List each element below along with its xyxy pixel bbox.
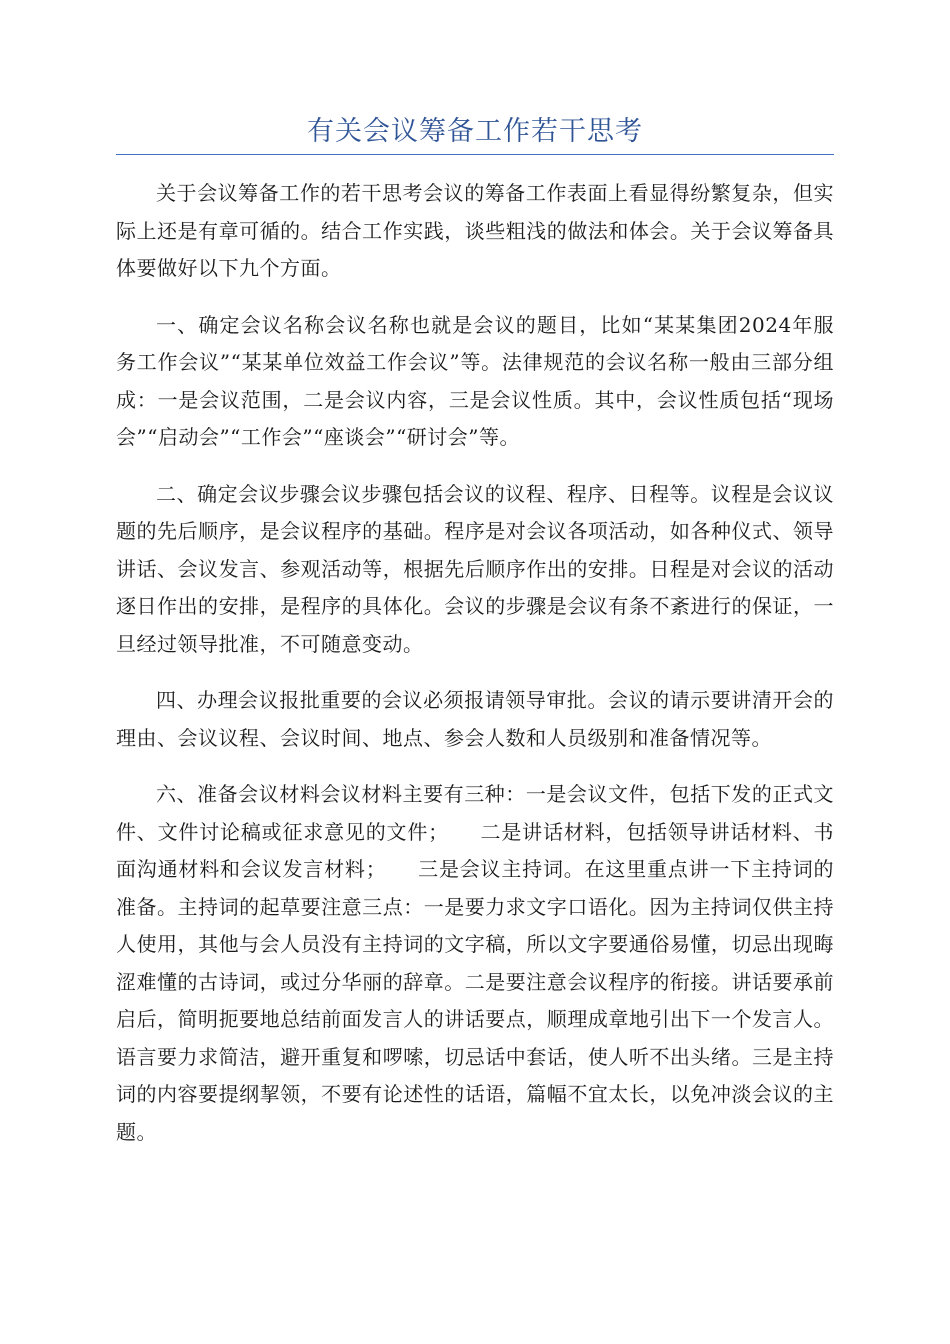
paragraph-meeting-steps: 二、确定会议步骤会议步骤包括会议的议程、程序、日程等。议程是会议议题的先后顺序，是会议程序的基础。程序是对会议各项活动，如各种仪式、领导讲话、会议发言、参观活动等，根据先后顺序作出的安排。日程是对会议的活动逐日作出的安排，是程序的具体化。会议的步骤是会议有条不紊进行的保证，一旦经过领导批准，不可随意变动。 [116, 481, 834, 656]
paragraph-intro: 关于会议筹备工作的若干思考会议的筹备工作表面上看显得纷繁复杂，但实际上还是有章可循的。结合工作实践，谈些粗浅的做法和体会。关于会议筹备具体要做好以下九个方面。 [116, 181, 834, 280]
document-title: 有关会议筹备工作若干思考 [307, 116, 643, 147]
document-body [116, 175, 834, 1170]
paragraph-meeting-name: 一、确定会议名称会议名称也就是会议的题目，比如“某某集团2024年服务工作会议”“某某单位效益工作会议”等。法律规范的会议名称一般由三部分组成：一是会议范围，二是会议内容，三是会议性质。其中，会议性质包括“现场会”“启动会”“工作会”“座谈会”“研讨会”等。 [116, 312, 834, 449]
paragraph-meeting-approval: 四、办理会议报批重要的会议必须报请领导审批。会议的请示要讲清开会的理由、会议议程、会议时间、地点、参会人数和人员级别和准备情况等。 [116, 688, 834, 750]
title-underline [116, 154, 834, 155]
paragraph-meeting-materials: 六、准备会议材料会议材料主要有三种：一是会议文件，包括下发的正式文件、文件讨论稿或征求意见的文件； 二是讲话材料，包括领导讲话材料、书面沟通材料和会议发言材料； 三是会议主持词。在这里重点讲一下主持词的准备。主持词的起草要注意三点：一是要力求文字口语化。因为主持词仅供主持人使用，其他与会人员没有主持词的文字稿，所以文字要通俗易懂，切忌出现晦涩难懂的古诗词，或过分华丽的辞章。二是要注意会议程序的衔接。讲话要承前启后，简明扼要地总结前面发言人的讲话要点，顺理成章地引出下一个发言人。语言要力求简洁，避开重复和啰嗦，切忌话中套话，使人听不出头绪。三是主持词的内容要提纲挈领，不要有论述性的话语，篇幅不宜太长，以免冲淡会议的主题。 [116, 782, 834, 1144]
